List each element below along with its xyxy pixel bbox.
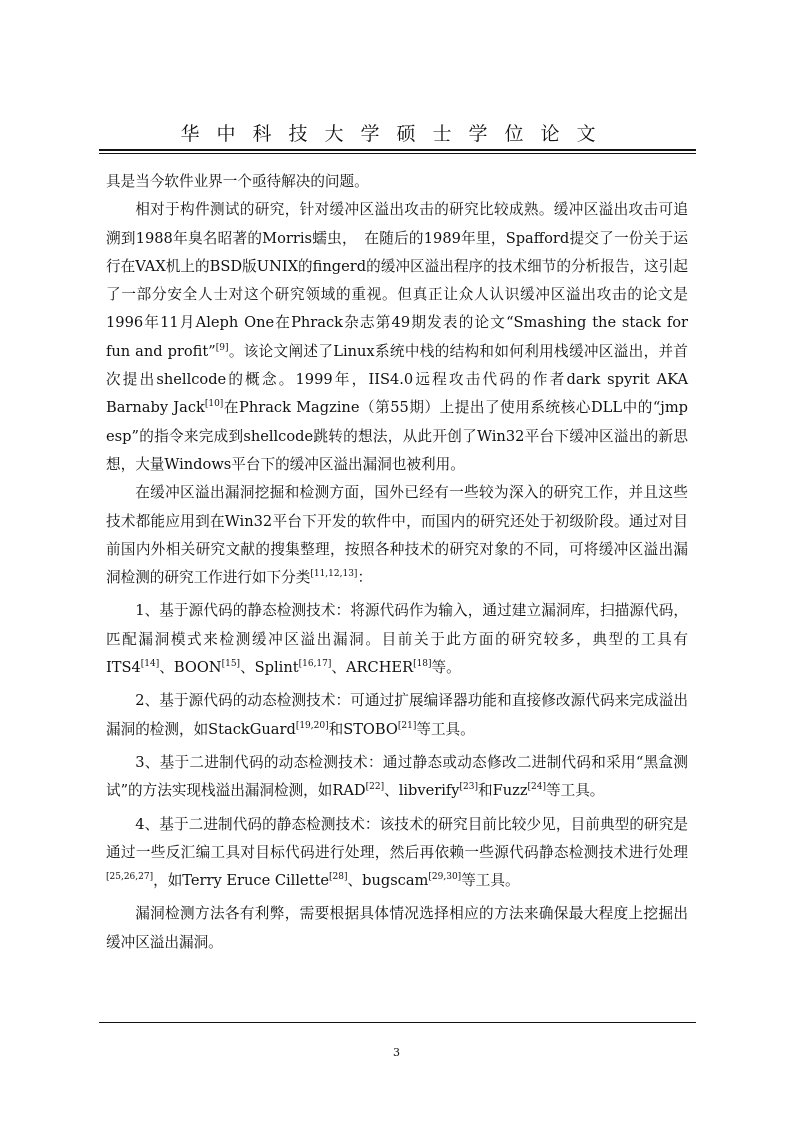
text-run: 4、基于二进制代码的静态检测技术：该技术的研究目前比较少见，目前典型的研究是通过一些反汇编工具对目标代码进行处理，然后再依赖一些源代码静态检测技术进行处理 (106, 815, 688, 861)
citation: [23] (459, 782, 479, 793)
text-run: 、ARCHER (331, 659, 414, 677)
text-run: ： (357, 569, 373, 587)
citation: [16,17] (298, 659, 332, 670)
text-run: 、libverify (384, 782, 460, 800)
header-rule-thin (99, 153, 696, 154)
paragraph-classification (106, 479, 688, 592)
text-run: 、BOON (159, 659, 222, 677)
citation: [24] (527, 782, 547, 793)
citation: [18] (413, 659, 432, 670)
paragraph-conclusion: 漏洞检测方法各有利弊，需要根据具体情况选择相应的方法来确保最大程度上挖掘出缓冲区溢出漏洞。 (106, 905, 688, 951)
text-run: 2、基于源代码的动态检测技术：可通过扩展编译器功能和直接修改源代码来完成溢出漏洞的检测，如StackGuard (106, 692, 688, 738)
text-run: 在缓冲区溢出漏洞挖掘和检测方面，国外已经有一些较为深入的研究工作，并且这些技术都能应用到在Win32平台下开发的软件中，而国内的研究还处于初级阶段。通过对目前国内外相关研究文献的搜集整理，按照各种技术的研究对象的不同，可将缓冲区溢出漏洞检测的研究工作进行如下分类 (106, 484, 688, 587)
text-run: 、bugscam (347, 872, 429, 890)
list-item-1 (106, 597, 688, 682)
text-run: 和Fuzz (478, 782, 528, 800)
text-run: 等工具。 (546, 782, 605, 800)
text-run: 3、基于二进制代码的动态检测技术：通过静态或动态修改二进制代码和采用“黑盒测试”的方法实现栈溢出漏洞检测，如RAD (106, 753, 688, 800)
citation: [9] (215, 342, 229, 353)
text-run: 等工具。 (461, 872, 520, 890)
text-run: 。该论文阐述了Linux系统中栈的结构和如何利用栈缓冲区溢出，并首次提出shellcode的概念。1999年，IIS4.0远程攻击代码的作者dark spyrit AKA Barnaby Jack (106, 342, 689, 417)
footer-rule (99, 1022, 696, 1023)
page-number: 3 (393, 1046, 400, 1059)
list-item-2 (106, 687, 688, 744)
text-run: 等。 (431, 659, 461, 677)
text-run: 相对于构件测试的研究，针对缓冲区溢出攻击的研究比较成熟。缓冲区溢出攻击可追溯到1988年臭名昭著的Morris蠕虫， 在随后的1989年里，Spafford提交了一份关于运行在VAX机上的BSD版UNIX的fingerd的缓冲区溢出程序的技术细节的分析报告，这引起了一部分安全人士对这个研究领域的重视。但真正让众人认识缓冲区溢出攻击的论文是1996年11月Aleph One在Phrack杂志第49期发表的论文“Smashing the stack for fun and profit” (106, 201, 688, 360)
citation: [25,26,27] (106, 872, 154, 883)
text-run: 、Splint (240, 659, 299, 677)
citation: [14] (140, 659, 160, 670)
paragraph-history (106, 196, 688, 479)
paragraph-continued: 具是当今软件业界一个亟待解决的问题。 (106, 173, 369, 190)
citation: [29,30] (428, 872, 462, 883)
list-item-3 (106, 749, 688, 806)
citation: [22] (365, 782, 385, 793)
list-item-4 (106, 811, 688, 896)
header-rule-thick (99, 149, 696, 151)
text-run: 等工具。 (416, 720, 475, 738)
citation: [10] (204, 399, 224, 410)
citation: [15] (221, 659, 241, 670)
text-run: ，如Terry Eruce Cillette (153, 872, 330, 890)
text-run: 在Phrack Magzine（第55期）上提出了使用系统核心DLL中的“jmp esp”的指令来完成到shellcode跳转的想法，从此开创了Win32平台下缓冲区溢出的新思想，大量Windows平台下的缓冲区溢出漏洞也被利用。 (106, 399, 689, 473)
text-run: 1、基于源代码的静态检测技术：将源代码作为输入，通过建立漏洞库，扫描源代码，匹配漏洞模式来检测缓冲区溢出漏洞。目前关于此方面的研究较多，典型的工具有ITS4 (106, 602, 688, 677)
citation: [11,12,13] (310, 569, 358, 580)
citation: [28] (329, 872, 348, 883)
citation: [19,20] (295, 720, 329, 731)
text-run: 和STOBO (328, 720, 398, 738)
running-header-title: 华中科技大学硕士学位论文 (180, 123, 613, 145)
body-text (106, 168, 688, 957)
citation: [21] (397, 720, 417, 731)
